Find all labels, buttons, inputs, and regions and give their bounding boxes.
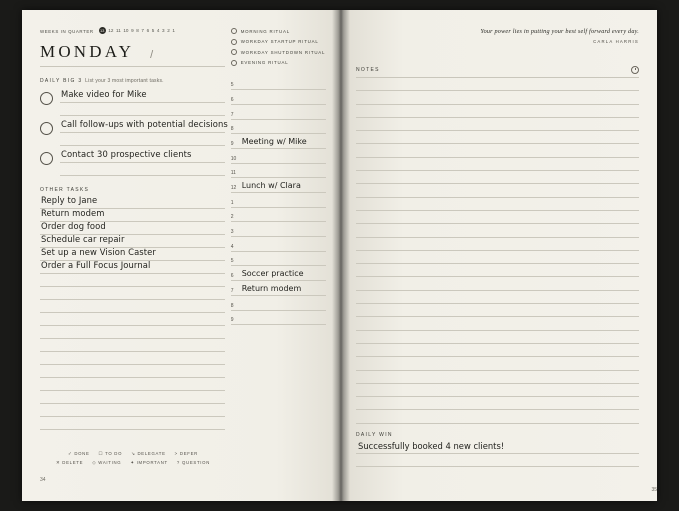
week-number[interactable]: 2	[167, 28, 170, 33]
hour-label: 5	[230, 82, 234, 89]
blank-line[interactable]	[40, 417, 225, 430]
blank-line[interactable]	[356, 118, 639, 131]
legend-row-1	[40, 451, 226, 457]
ritual-item[interactable]	[231, 28, 326, 34]
week-number[interactable]: 7	[141, 28, 144, 33]
hour-label: 7	[230, 111, 234, 118]
blank-line[interactable]	[356, 317, 639, 330]
blank-line[interactable]	[356, 158, 639, 171]
blank-line[interactable]	[356, 454, 639, 467]
legend-item	[99, 451, 123, 457]
todo-icon: ☐	[98, 451, 104, 456]
hour-label: 7	[230, 287, 234, 294]
blank-line[interactable]	[356, 397, 639, 410]
hour-label: 10	[230, 155, 237, 162]
checkbox-circle-icon[interactable]	[40, 92, 53, 105]
ritual-label: EVENING RITUAL	[240, 60, 289, 65]
schedule-slot[interactable]	[231, 105, 326, 120]
clock-icon	[631, 66, 639, 74]
blank-line[interactable]	[356, 304, 639, 317]
legend-item	[177, 460, 210, 466]
checkbox-icon[interactable]	[231, 60, 237, 66]
blank-line[interactable]	[356, 198, 639, 211]
legend-item	[130, 460, 168, 466]
notes-heading	[356, 66, 639, 78]
legend-item	[56, 460, 83, 466]
left-main-column	[40, 28, 228, 491]
schedule-event: Lunch w/ Clara	[241, 181, 301, 190]
schedule-slot[interactable]	[231, 311, 326, 326]
checkbox-icon[interactable]	[231, 28, 237, 34]
legend-label: DONE	[74, 451, 90, 456]
blank-line[interactable]	[356, 171, 639, 184]
week-number[interactable]: 1	[172, 28, 175, 33]
week-number-current[interactable]: 13	[99, 28, 105, 33]
big3-task-text: Contact 30 prospective clients	[61, 148, 192, 159]
left-page	[22, 10, 340, 501]
schedule-slot[interactable]	[231, 76, 326, 91]
daily-big-3-heading	[40, 78, 225, 84]
big3-task-text: Call follow-ups with potential decisions	[61, 118, 228, 129]
hour-label: 4	[230, 243, 234, 250]
delete-icon: ✕	[55, 460, 61, 465]
hour-label: 9	[230, 140, 234, 147]
schedule-slot[interactable]	[231, 120, 326, 135]
daily-win-heading: DAILY WIN	[356, 431, 393, 438]
open-planner-spread	[22, 10, 657, 501]
schedule-slot[interactable]	[231, 237, 326, 252]
other-tasks-list	[40, 196, 225, 430]
blank-line[interactable]	[356, 357, 639, 370]
schedule-slot[interactable]	[231, 208, 326, 223]
blank-line	[60, 103, 225, 116]
daily-big-3-label: DAILY BIG 3	[40, 78, 83, 84]
weeks-in-quarter-label: WEEKS IN QUARTER	[40, 28, 94, 34]
schedule-slot[interactable]	[231, 90, 326, 105]
other-task-text: Order dog food	[41, 220, 106, 231]
week-number[interactable]: 10	[123, 28, 129, 33]
checkbox-circle-icon[interactable]	[40, 152, 53, 165]
ritual-label: WORKDAY SHUTDOWN RITUAL	[240, 49, 326, 55]
schedule-slot[interactable]	[231, 296, 326, 311]
blank-line[interactable]	[40, 313, 225, 326]
waiting-icon: ◇	[92, 460, 97, 465]
task-symbol-legend	[40, 451, 226, 469]
checkbox-icon[interactable]	[231, 49, 237, 55]
hourly-schedule	[231, 76, 326, 326]
legend-label: IMPORTANT	[136, 460, 168, 465]
schedule-slot[interactable]	[231, 178, 326, 193]
defer-icon: >	[174, 451, 178, 456]
list-item[interactable]	[40, 261, 225, 274]
daily-big-3-list	[40, 88, 228, 176]
hour-label: 8	[230, 302, 234, 309]
schedule-column	[231, 28, 326, 491]
legend-label: DELEGATE	[137, 451, 166, 456]
list-item[interactable]	[40, 118, 228, 146]
schedule-event: Soccer practice	[241, 269, 304, 279]
blank-line[interactable]	[356, 291, 639, 304]
ritual-label: WORKDAY STARTUP RITUAL	[240, 39, 319, 44]
weeks-in-quarter-numbers	[99, 28, 175, 34]
legend-item	[175, 451, 198, 457]
quote-text: Your power lies in putting your best self forward every day.	[480, 28, 639, 35]
schedule-event: Return modem	[241, 283, 302, 293]
big3-task-text: Make video for Mike	[61, 88, 147, 99]
week-number[interactable]: 12	[108, 28, 114, 33]
hour-label: 1	[230, 199, 234, 206]
week-number[interactable]: 3	[162, 28, 165, 33]
schedule-slot[interactable]	[231, 149, 326, 164]
hour-label: 8	[230, 126, 234, 133]
blank-line[interactable]	[356, 131, 639, 144]
legend-label: TO DO	[105, 451, 123, 456]
left-page-number: 34	[40, 477, 46, 483]
notes-label: NOTES	[356, 67, 380, 73]
done-icon: ✓	[68, 451, 73, 456]
hour-label: 9	[230, 317, 234, 324]
blank-line[interactable]	[356, 384, 639, 397]
daily-big-3-subheading: List your 3 most important tasks.	[85, 78, 164, 84]
legend-item	[92, 460, 121, 466]
blank-line[interactable]	[40, 404, 225, 417]
notes-lines	[356, 78, 639, 424]
rituals-checklist	[231, 28, 326, 66]
legend-label: DELETE	[62, 460, 84, 465]
schedule-slot[interactable]	[231, 222, 326, 237]
page-title: MONDAY	[40, 42, 135, 61]
blank-line[interactable]	[40, 391, 225, 404]
blank-line[interactable]	[40, 339, 225, 352]
blank-line[interactable]	[356, 105, 639, 118]
quote-author: CARLA HARRIS	[593, 39, 639, 44]
other-tasks-heading: OTHER TASKS	[40, 187, 90, 193]
legend-item	[68, 451, 90, 457]
hour-label: 12	[230, 185, 237, 191]
blank-line[interactable]	[356, 277, 639, 290]
delegate-icon: ↘	[131, 451, 136, 456]
blank-line[interactable]	[356, 224, 639, 237]
hour-label: 5	[230, 258, 234, 265]
week-number[interactable]: 6	[146, 28, 150, 33]
blank-line[interactable]	[356, 344, 639, 357]
blank-line[interactable]	[40, 326, 225, 339]
blank-line[interactable]	[40, 378, 225, 391]
blank-line	[60, 133, 225, 146]
blank-line[interactable]	[356, 331, 639, 344]
checkbox-icon[interactable]	[231, 39, 237, 45]
ritual-label: MORNING RITUAL	[240, 28, 290, 34]
quote-block	[356, 28, 639, 44]
weeks-in-quarter	[40, 28, 225, 34]
blank-line[interactable]	[356, 91, 639, 104]
week-number[interactable]: 11	[116, 28, 121, 33]
schedule-slot[interactable]	[231, 281, 326, 296]
blank-line[interactable]	[356, 371, 639, 384]
right-page	[340, 10, 657, 501]
daily-win-line[interactable]	[356, 438, 639, 454]
ritual-item[interactable]	[231, 39, 326, 45]
schedule-slot[interactable]	[231, 193, 326, 208]
other-task-text: Reply to Jane	[41, 194, 98, 205]
hour-label: 2	[230, 214, 234, 221]
schedule-slot[interactable]	[231, 164, 326, 179]
hour-label: 3	[230, 229, 234, 236]
week-number[interactable]: 5	[151, 28, 155, 33]
other-task-text: Order a Full Focus Journal	[41, 259, 151, 270]
other-task-text: Schedule car repair	[41, 233, 125, 244]
blank-line[interactable]	[356, 144, 639, 157]
hour-label: 11	[230, 170, 236, 177]
hour-label: 6	[230, 273, 234, 280]
other-task-text: Return modem	[41, 207, 105, 218]
day-title-row	[40, 42, 225, 67]
blank-line[interactable]	[40, 352, 225, 365]
schedule-slot[interactable]	[231, 266, 326, 281]
blank-line[interactable]	[356, 264, 639, 277]
schedule-event: Meeting w/ Mike	[241, 136, 307, 146]
legend-label: WAITING	[98, 460, 122, 465]
blank-line[interactable]	[356, 78, 639, 91]
date-field[interactable]: /	[150, 49, 154, 61]
right-page-number: 35	[651, 487, 657, 493]
blank-line[interactable]	[356, 184, 639, 197]
important-icon: ✦	[130, 460, 135, 465]
blank-line[interactable]	[356, 251, 639, 264]
blank-line[interactable]	[356, 410, 639, 423]
week-number[interactable]: 8	[136, 28, 139, 33]
other-task-text: Set up a new Vision Caster	[41, 246, 156, 257]
blank-line[interactable]	[40, 300, 225, 313]
schedule-slot[interactable]	[231, 252, 326, 267]
hour-label: 6	[230, 96, 234, 103]
legend-label: QUESTION	[181, 460, 211, 465]
list-item[interactable]	[40, 150, 225, 176]
question-icon: ?	[176, 460, 180, 465]
list-item[interactable]	[40, 90, 225, 116]
daily-win-text: Successfully booked 4 new clients!	[358, 440, 505, 451]
blank-line[interactable]	[40, 274, 225, 287]
legend-item	[131, 451, 166, 457]
week-number[interactable]: 9	[131, 28, 134, 33]
schedule-slot[interactable]	[231, 134, 326, 149]
blank-line[interactable]	[356, 238, 639, 251]
ritual-item[interactable]	[231, 49, 326, 55]
legend-row-2	[40, 460, 226, 466]
legend-label: DEFER	[179, 451, 198, 456]
checkbox-circle-icon[interactable]	[40, 122, 53, 135]
blank-line[interactable]	[40, 287, 225, 300]
blank-line	[60, 163, 225, 176]
ritual-item[interactable]	[231, 60, 326, 66]
blank-line[interactable]	[40, 365, 225, 378]
blank-line[interactable]	[356, 211, 639, 224]
week-number[interactable]: 4	[156, 28, 160, 33]
